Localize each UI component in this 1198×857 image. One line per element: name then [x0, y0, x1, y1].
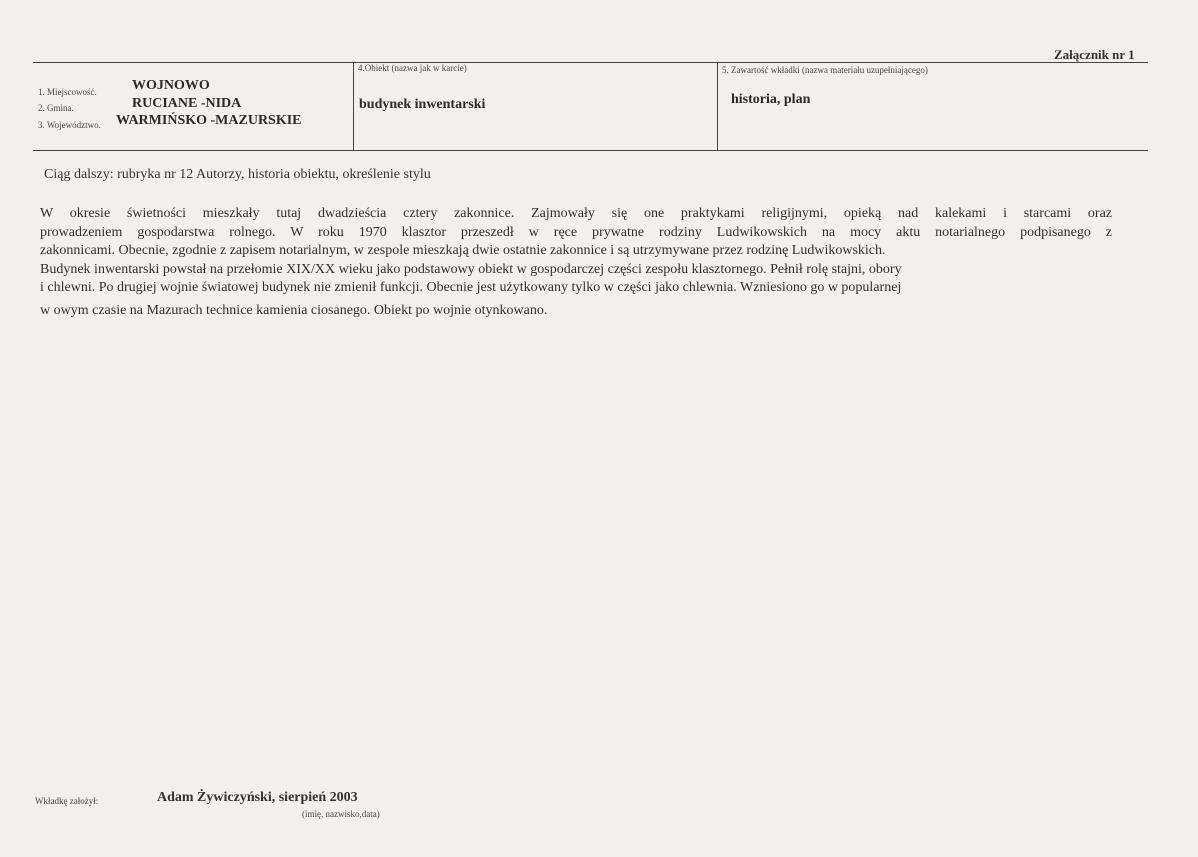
history-line: prowadzeniem gospodarstwa rolnego. W roku 1970 klasztor przeszedł w ręce prywatne rodziny Ludwikowskich na mocy aktu notarialnego podpisanego z: [40, 224, 1112, 240]
field3-label: 3. Województwo.: [38, 120, 101, 130]
header-bottom-line: [33, 150, 1148, 151]
annex-label: Załącznik nr 1: [1054, 47, 1135, 62]
field5-value: historia, plan: [731, 92, 811, 107]
history-line: zakonnicami. Obecnie, zgodnie z zapisem notarialnym, w zespole mieszkają dwie ostatnie zakonnice i są utrzymywane przez rodzinę Ludwikowskich.: [40, 243, 886, 259]
field1-label: 1. Miejscowość.: [38, 87, 97, 97]
field4-label: 4.Obiekt (nazwa jak w karcie): [358, 63, 467, 73]
field1-value: WOJNOWO: [132, 78, 210, 93]
header-top-line: [33, 62, 1148, 63]
header-divider-1: [353, 62, 354, 151]
author-signature: Adam Żywiczyński, sierpień 2003: [157, 790, 358, 805]
field2-value: RUCIANE -NIDA: [132, 96, 242, 111]
field4-value: budynek inwentarski: [359, 97, 486, 112]
field3-value: WARMIŃSKO -MAZURSKIE: [116, 113, 302, 128]
history-line: Budynek inwentarski powstał na przełomie XIX/XX wieku jako podstawowy obiekt w gospodarczej części zespołu klasztornego. Pełnił rolę stajni, obory: [40, 261, 902, 277]
author-label: Wkładkę założył:: [35, 796, 99, 806]
field2-label: 2. Gmina.: [38, 103, 74, 113]
history-line: i chlewni. Po drugiej wojnie światowej budynek nie zmienił funkcji. Obecnie jest użytkowany tylko w części jako chlewnia. Wzniesiono go w popularnej: [40, 280, 902, 296]
field5-label: 5. Zawartość wkładki (nazwa materiału uzupełniającego): [722, 65, 928, 75]
history-line: w owym czasie na Mazurach technice kamienia ciosanego. Obiekt po wojnie otynkowano.: [40, 302, 548, 318]
header-divider-2: [717, 62, 718, 151]
continuation-heading: Ciąg dalszy: rubryka nr 12 Autorzy, historia obiektu, określenie stylu: [44, 167, 431, 182]
author-note: (imię, nazwisko,data): [302, 809, 380, 819]
history-text: [40, 205, 1112, 321]
history-line: W okresie świetności mieszkały tutaj dwadzieścia cztery zakonnice. Zajmowały się one praktykami religijnymi, opieką nad kalekami i starcami oraz: [40, 206, 1112, 221]
